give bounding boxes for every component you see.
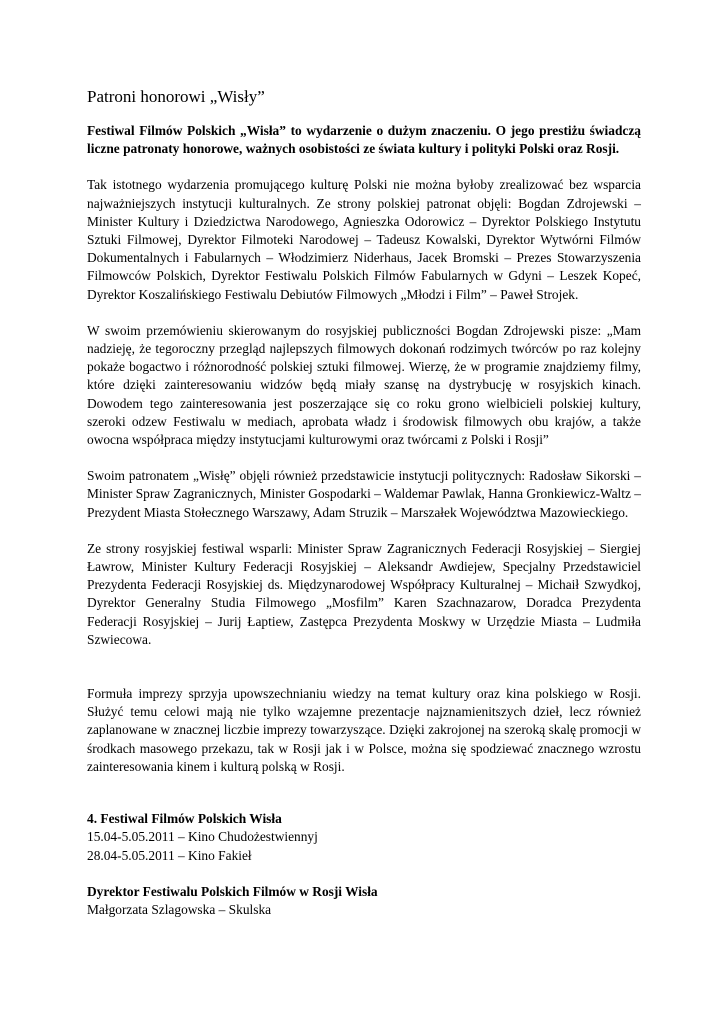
festival-info: [87, 810, 641, 865]
page-title: Patroni honorowi „Wisły”: [87, 87, 265, 106]
festival-title: 4. Festiwal Filmów Polskich Wisła: [87, 811, 282, 827]
festival-dates-line-2: 28.04-5.05.2011 – Kino Fakieł: [87, 847, 252, 863]
lead-paragraph: Festiwal Filmów Polskich „Wisła” to wydarzenie o dużym znaczeniu. O jego prestiżu świadczą liczne patronaty honorowe, ważnych osobistości ze świata kultury i polityki Polski oraz Rosji.: [87, 123, 641, 157]
paragraph-polish-patrons: Tak istotnego wydarzenia promującego kulturę Polski nie można byłoby zrealizować bez wsparcia najważniejszych instytucji kulturalnych. Ze strony polskiej patronat objęli: Bogdan Zdrojewski – Minister Kultury i Dziedzictwa Narodowego, Agnieszka Odorowicz – Dyrektor Polskiego Instytutu Sztuki Filmowej, Dyrektor Filmoteki Narodowej – Tadeusz Kowalski, Dyrektor Wytwórni Filmów Dokumentalnych i Fabularnych – Włodzimierz Niderhaus, Jacek Bromski – Prezes Stowarzyszenia Filmowców Polskich, Dyrektor Festiwalu Polskich Filmów Fabularnych w Gdyni – Leszek Kopeć, Dyrektor Koszalińskiego Festiwalu Debiutów Filmowych „Młodzi i Film” – Paweł Strojek.: [87, 177, 641, 302]
paragraph-russian-patrons: Ze strony rosyjskiej festiwal wsparli: Minister Spraw Zagranicznych Federacji Rosyjskiej – Siergiej Ławrow, Minister Kultury Federacji Rosyjskiej – Aleksandr Awdiejew, Specjalny Przedstawiciel Prezydenta Federacji Rosyjskiej ds. Międzynarodowej Współpracy Kulturalnej – Michaił Szwydkoj, Dyrektor Generalny Studia Filmowego „Mosfilm” Karen Szachnazarow, Doradca Prezydenta Federacji Rosyjskiej – Jurij Łaptiew, Zastępca Prezydenta Moskwy w Urzędzie Miasta – Ludmiła Szwiecowa.: [87, 540, 641, 647]
paragraph-event-formula: Formuła imprezy sprzyja upowszechnianiu wiedzy na temat kultury oraz kina polskiego w Rosji. Służyć temu celowi mają nie tylko wzajemne prezentacje najznamienitszych dzieł, lecz również zaplanowane w znacznej liczbie imprezy towarzyszące. Dzięki zakrojonej na szeroką skalę promocji w środkach masowego przekazu, tak w Rosji jak i w Polsce, można się spodziewać znacznego wzrostu zainteresowania kinem i kulturą polską w Rosji.: [87, 686, 641, 774]
paragraph-minister-speech: W swoim przemówieniu skierowanym do rosyjskiej publiczności Bogdan Zdrojewski pisze: „Mam nadzieję, że tegoroczny przegląd najlepszych filmowych dokonań rodzimych twórców po raz kolejny pokaże bogactwo i różnorodność polskiej sztuki filmowej. Wierzę, że w programie znajdziemy filmy, które dzięki zainteresowaniu widzów będą miały szansę na dystrybucję w rosyjskich kinach. Dowodem tego zainteresowania jest poszerzające się co roku grono wielbicieli polskiej kultury, szeroki odzew Festiwalu w mediach, aprobata władz i środowisk filmowych obu krajów, a także owocna współpraca między instytucjami kulturowymi oraz twórcami z Polski i Rosji”: [87, 322, 641, 448]
festival-dates-line-1: 15.04-5.05.2011 – Kino Chudożestwiennyj: [87, 829, 318, 845]
document-page: [87, 86, 641, 937]
director-title: Dyrektor Festiwalu Polskich Filmów w Rosji Wisła: [87, 883, 378, 899]
director-name: Małgorzata Szlagowska – Skulska: [87, 901, 272, 917]
paragraph-political-patrons: Swoim patronatem „Wisłę” objęli również przedstawicie instytucji politycznych: Radosław Sikorski – Minister Spraw Zagranicznych, Minister Gospodarki – Waldemar Pawlak, Hanna Gronkiewicz-Waltz – Prezydent Miasta Stołecznego Warszawy, Adam Struzik – Marszałek Województwa Mazowieckiego.: [87, 468, 641, 520]
director-info: [87, 883, 641, 919]
